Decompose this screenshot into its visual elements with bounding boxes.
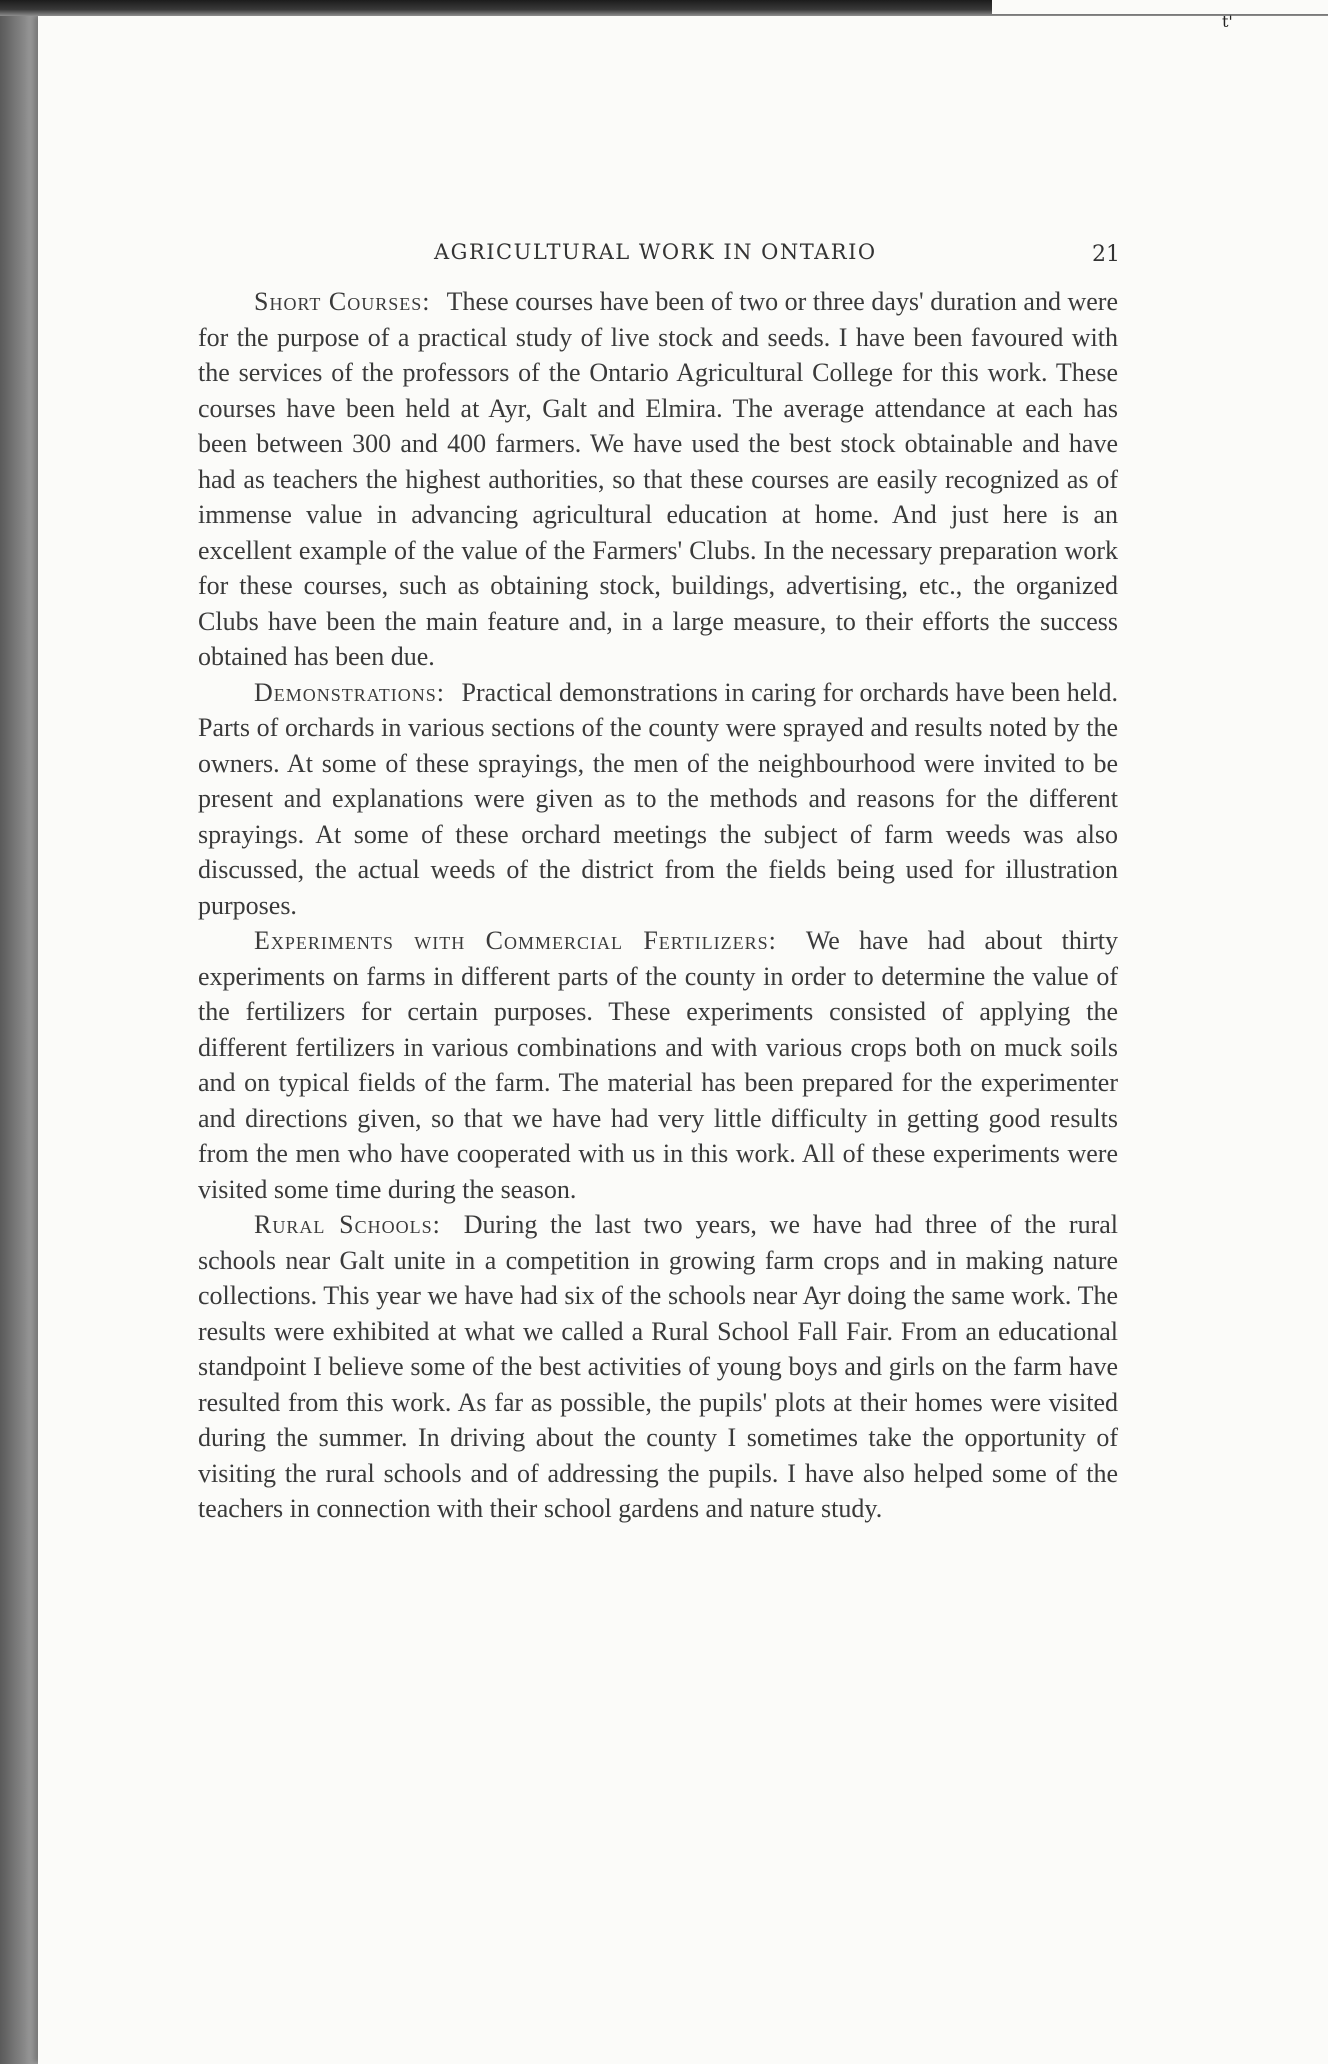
paragraph-experiments — [198, 923, 1118, 1207]
paragraph-short-courses — [198, 284, 1118, 675]
paragraph-rural-schools — [198, 1207, 1118, 1527]
paragraph-text: During the last two years, we have had three of the rural schools near Galt unite in a competition in growing farm crops and in making nature collections. This year we have had six of the schools near Ayr doing the same work. The results were exhibited at what we called a Rural School Fall Fair. From an educational standpoint I believe some of the best activities of young boys and girls on the farm have resulted from this work. As far as possible, the pupils' plots at their homes were visited during the summer. In driving about the county I sometimes take the opportunity of visiting the rural schools and of addressing the pupils. I have also helped some of the teachers in connection with their school gardens and nature study. — [198, 1210, 1118, 1523]
scan-left-edge — [0, 0, 42, 2064]
paragraph-text: We have had about thirty experiments on farms in different parts of the county in order to determine the value of the fertilizers for certain purposes. These experiments consisted of applying the different fertilizers in various combinations and with various crops both on muck soils and on typical fields of the farm. The material has been prepared for the experimenter and directions given, so that we have had very little difficulty in getting good results from the men who have cooperated with us in this work. All of these experiments were visited some time during the season. — [198, 926, 1118, 1204]
scan-top-edge-light — [992, 0, 1328, 14]
running-title: AGRICULTURAL WORK IN ONTARIO — [434, 240, 877, 264]
corner-mark: t' — [1222, 12, 1233, 31]
section-heading: Rural Schools: — [254, 1210, 441, 1239]
paragraph-text: These courses have been of two or three days' duration and were for the purpose of a practical study of live stock and seeds. I have been favoured with the services of the professors of the Ontario Agricultural College for this work. These courses have been held at Ayr, Galt and Elmira. The average attendance at each has been between 300 and 400 farmers. We have used the best stock obtainable and have had as teachers the highest authorities, so that these courses are easily recognized as of immense value in advancing agricultural education at home. And just here is an excellent example of the value of the Farmers' Clubs. In the necessary preparation work for these courses, such as obtaining stock, buildings, advertising, etc., the organized Clubs have been the main feature and, in a large measure, to their efforts the success obtained has been due. — [198, 287, 1118, 671]
section-heading: Short Courses: — [254, 287, 431, 316]
page-number: 21 — [1092, 242, 1120, 267]
section-heading: Demonstrations: — [254, 677, 446, 707]
paragraph-demonstrations — [198, 675, 1118, 924]
section-heading: Experiments with Commercial Fertilizers: — [254, 926, 777, 955]
body-text — [198, 284, 1118, 1527]
paragraph-text: Practical demonstrations in caring for orchards have been held. Parts of orchards in various sections of the county were sprayed and results noted by the owners. At some of these sprayings, the men of the neighbourhood were invited to be present and explanations were given as to the methods and reasons for the different sprayings. At some of these orchard meetings the subject of farm weeds was also discussed, the actual weeds of the district from the fields being used for illustration purposes. — [198, 677, 1119, 920]
